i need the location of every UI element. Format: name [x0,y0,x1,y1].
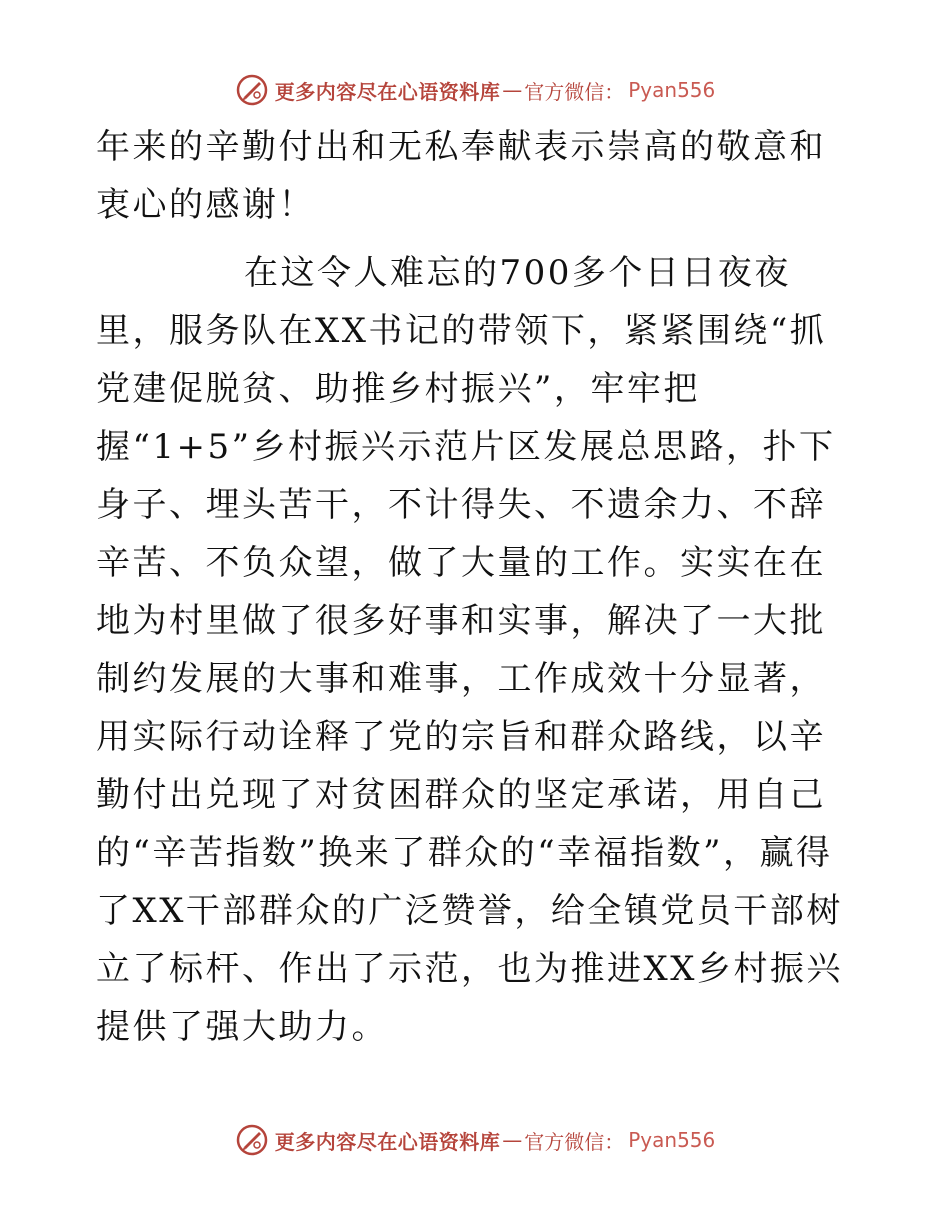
paragraph-main: 在这令人难忘的700多个日日夜夜里，服务队在XX书记的带领下，紧紧围绕“抓党建促脱贫、助推乡村振兴”，牢牢把握“1+5”乡村振兴示范片区发展总思路，扑下身子、埋头苦干，不计得失、不遗余力、不辞辛苦、不负众望，做了大量的工作。实实在在地为村里做了很多好事和实事，解决了一大批制约发展的大事和难事，工作成效十分显著，用实际行动诠释了党的宗旨和群众路线，以辛勤付出兑现了对贫困群众的坚定承诺，用自己的“辛苦指数”换来了群众的“幸福指数”，赢得了XX干部群众的广泛赞誉，给全镇党员干部树立了标杆、作出了示范，也为推进XX乡村振兴提供了强大助力。 [96,253,843,1047]
quill-pen-logo-icon [235,1123,269,1157]
banner-separator: — [502,78,523,102]
document-body [96,118,856,1056]
wechat-label: 官方微信： [524,79,625,104]
header-banner [0,68,950,112]
paragraph-continuation: 年来的辛勤付出和无私奉献表示崇高的敬意和衷心的感谢！ [96,127,826,225]
brand-text: 更多内容尽在心语资料库 [274,1129,501,1154]
quill-pen-logo-icon [235,73,269,107]
wechat-id: Pyan556 [628,78,716,102]
banner-separator: — [502,1128,523,1152]
brand-text: 更多内容尽在心语资料库 [274,79,501,104]
wechat-id: Pyan556 [628,1128,716,1152]
footer-banner [0,1118,950,1162]
wechat-label: 官方微信： [524,1129,625,1154]
